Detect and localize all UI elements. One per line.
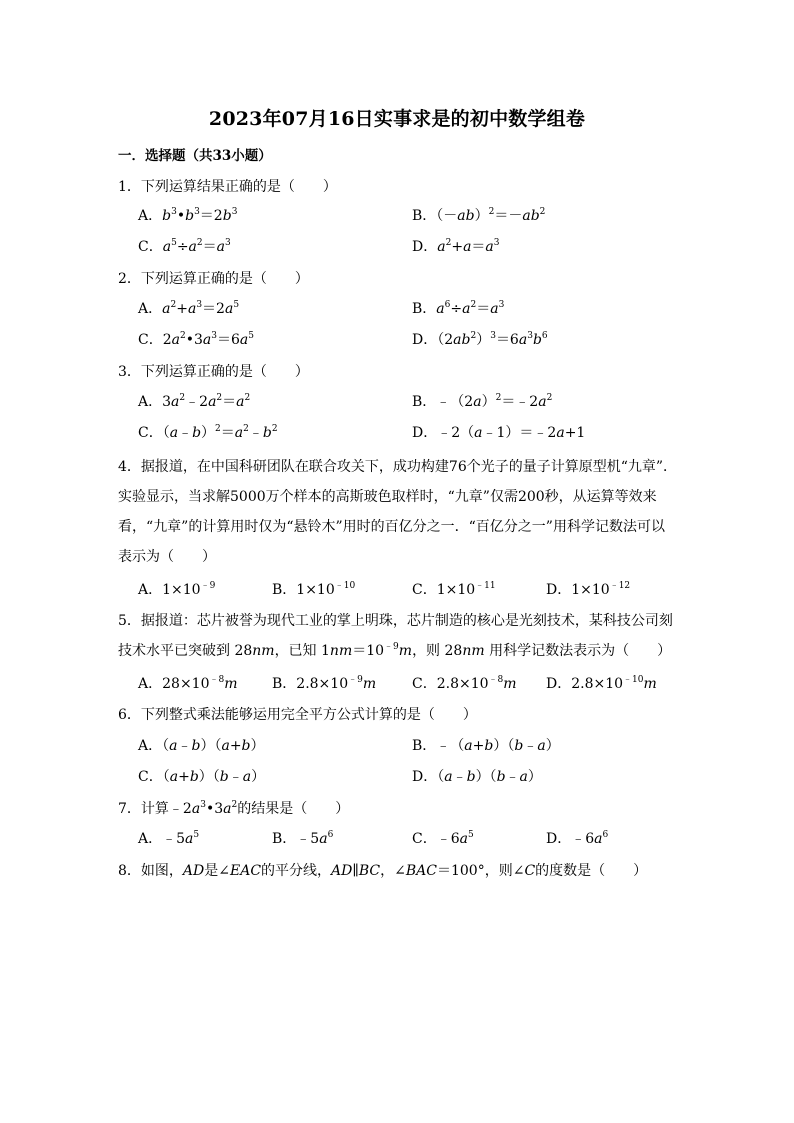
- question-number: 4．: [118, 459, 141, 475]
- option-5a: A．$28\times 10^{﹣8}m$: [138, 675, 238, 692]
- option-6c: C．（a+b）（b﹣a）: [138, 769, 266, 785]
- option-7d: D．$﹣6a^6$: [546, 830, 609, 847]
- option-5d: D．$2.8\times 10^{﹣10}m$: [546, 675, 657, 692]
- question-5: [118, 606, 678, 666]
- question-3: [118, 357, 309, 387]
- option-7b: B．$﹣5a^6$: [272, 830, 334, 847]
- question-stem: 据报道，在中国科研团队在联合攻关下，成功构建76个光子的量子计算原型机“九章”．实验显示，当求解5000万个样本的高斯玻色取样时，“九章”仅需200秒，从运算等效来看，“九章”的计算用时仅为“悬铃木”用时的百亿分之一．“百亿分之一”用科学记数法可以表示为（ ）: [118, 459, 678, 565]
- question-number: 2．: [118, 271, 141, 287]
- option-1a: A．$b^3•b^3=2b^3$: [138, 207, 238, 224]
- option-3c: C．$(a﹣b)^2=a^2﹣b^2$: [138, 424, 278, 441]
- option-3a: A．$3a^2﹣2a^2=a^2$: [138, 393, 251, 410]
- option-4c: C．$1\times 10^{﹣11}$: [412, 581, 496, 598]
- question-number: 5．: [118, 613, 141, 629]
- question-number: 6．: [118, 707, 141, 723]
- option-4d: D．$1\times 10^{﹣12}$: [546, 581, 631, 598]
- option-2d: D．$(2ab^2)^3=6a^3b^6$: [412, 331, 548, 348]
- option-5b: B．$2.8\times 10^{﹣9}m$: [272, 675, 377, 692]
- option-3d: D．﹣2（a﹣1）＝﹣2a+1: [412, 425, 586, 441]
- question-stem: 下列运算正确的是（ ）: [140, 271, 309, 287]
- question-1: [118, 172, 337, 202]
- question-stem: 下列整式乘法能够运用完全平方公式计算的是（ ）: [140, 707, 477, 723]
- question-stem: 下列运算正确的是（ ）: [140, 364, 309, 380]
- question-stem: 计算$﹣2a^3•3a^2$的结果是（ ）: [140, 800, 350, 817]
- option-6a: A．（a﹣b）（a+b）: [138, 738, 265, 754]
- option-7c: C．$﹣6a^5$: [412, 830, 474, 847]
- question-2: [118, 264, 309, 294]
- question-6: [118, 700, 477, 730]
- page-title: 2023年07月16日实事求是的初中数学组卷: [208, 108, 586, 130]
- question-stem: 如图，AD是∠EAC的平分线，AD∥BC，∠BAC＝100°，则∠C的度数是（ ）: [140, 863, 648, 879]
- question-stem: 下列运算结果正确的是（ ）: [140, 179, 337, 195]
- option-1d: D．$a^2+a=a^3$: [412, 238, 500, 255]
- option-4a: A．$1\times 10^{﹣9}$: [138, 581, 216, 598]
- question-4: [118, 452, 678, 572]
- option-5c: C．$2.8\times 10^{﹣8}m$: [412, 675, 517, 692]
- option-7a: A．$﹣5a^5$: [138, 830, 200, 847]
- option-6d: D．（a﹣b）（b﹣a）: [412, 769, 542, 785]
- option-1c: C．$a^5\div a^2=a^3$: [138, 238, 231, 255]
- question-7: [118, 794, 349, 824]
- question-number: 1．: [118, 179, 141, 195]
- option-1b: B．$(-ab)^2=-ab^2$: [412, 207, 546, 224]
- option-2a: A．$a^2+a^3=2a^5$: [138, 300, 240, 317]
- option-2c: C．$2a^2•3a^3=6a^5$: [138, 331, 255, 348]
- question-number: 3．: [118, 364, 141, 380]
- question-8: [118, 856, 647, 886]
- question-number: 7．: [118, 801, 141, 817]
- question-stem: 据报道：芯片被誉为现代工业的掌上明珠，芯片制造的核心是光刻技术，某科技公司刻技术水平已突破到 28nm，已知 $1nm=10^{﹣9}m$，则 28nm 用科学记数法表示为（ ）: [118, 613, 673, 659]
- option-4b: B．$1\times 10^{﹣10}$: [272, 581, 356, 598]
- option-2b: B．$a^6\div a^2=a^3$: [412, 300, 505, 317]
- question-number: 8．: [118, 863, 141, 879]
- option-6b: B．﹣（a+b）（b﹣a）: [412, 738, 560, 754]
- section-heading: 一．选择题（共33小题）: [118, 148, 272, 164]
- option-3b: B．$﹣(2a)^2=﹣2a^2$: [412, 393, 553, 410]
